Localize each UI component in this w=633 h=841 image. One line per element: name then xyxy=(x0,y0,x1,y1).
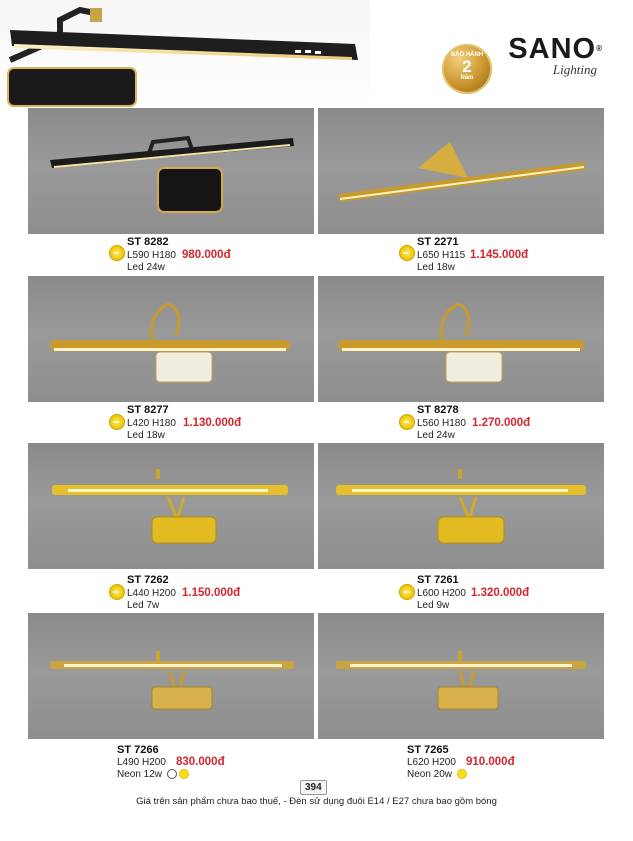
product-photo-st7261 xyxy=(318,443,604,569)
page-number: 394 xyxy=(300,780,327,795)
warranty-badge xyxy=(442,44,492,94)
warm-light-icon xyxy=(457,769,467,779)
product-code: ST 2271 xyxy=(417,236,459,248)
product-watt: Led 9w xyxy=(417,600,450,611)
product-photo-st2271 xyxy=(318,108,604,234)
product-price: 1.270.000đ xyxy=(472,417,531,429)
white-light-icon xyxy=(167,769,177,779)
brand-name: SANO xyxy=(508,33,597,65)
product-price: 1.150.000đ xyxy=(182,587,241,599)
product-watt: Led 7w xyxy=(127,600,160,611)
product-price: 1.130.000đ xyxy=(183,417,242,429)
product-photo-st7262 xyxy=(28,443,314,569)
product-code: ST 8282 xyxy=(127,236,169,248)
warranty-badge-years: 2 xyxy=(462,57,472,76)
warranty-badge-bottom: Năm xyxy=(460,75,474,81)
warranty-icon xyxy=(109,584,125,600)
product-photo-st8277 xyxy=(28,276,314,402)
warranty-badge-top: BẢO HÀNH xyxy=(450,52,484,58)
product-watt xyxy=(117,769,189,780)
product-watt-text: Neon 12w xyxy=(117,769,163,780)
warranty-icon xyxy=(109,245,125,261)
product-code: ST 8278 xyxy=(417,404,459,416)
brand-logo xyxy=(508,34,603,78)
product-dims: L650 H115 xyxy=(417,250,466,261)
product-watt: Led 24w xyxy=(127,262,165,273)
product-code: ST 7261 xyxy=(417,574,459,586)
product-photo-st7265 xyxy=(318,613,604,739)
header-lamp-image xyxy=(0,0,370,108)
product-price: 1.320.000đ xyxy=(471,587,530,599)
product-dims: L600 H200 xyxy=(417,588,466,599)
product-watt: Led 24w xyxy=(417,430,455,441)
warm-light-icon xyxy=(179,769,189,779)
product-watt-text: Neon 20w xyxy=(407,769,453,780)
product-dims: L590 H180 xyxy=(127,250,176,261)
warranty-icon xyxy=(399,414,415,430)
product-photo-st7266 xyxy=(28,613,314,739)
product-dims: L440 H200 xyxy=(127,588,176,599)
product-watt: Led 18w xyxy=(127,430,165,441)
product-code: ST 7262 xyxy=(127,574,169,586)
product-watt xyxy=(407,769,467,780)
product-code: ST 7265 xyxy=(407,744,449,756)
product-code: ST 7266 xyxy=(117,744,159,756)
warranty-icon xyxy=(399,245,415,261)
product-photo-st8282 xyxy=(28,108,314,234)
product-dims: L620 H200 xyxy=(407,757,456,768)
brand-tagline: Lighting xyxy=(552,62,597,77)
product-price: 1.145.000đ xyxy=(470,249,529,261)
product-code: ST 8277 xyxy=(127,404,169,416)
product-price: 910.000đ xyxy=(466,756,515,768)
product-dims: L490 H200 xyxy=(117,757,166,768)
product-photo-st8278 xyxy=(318,276,604,402)
product-watt: Led 18w xyxy=(417,262,455,273)
product-price: 830.000đ xyxy=(176,756,225,768)
warranty-icon xyxy=(109,414,125,430)
footnote: Giá trên sản phẩm chưa bao thuế, - Đèn sử dụng đuôi E14 / E27 chưa bao gồm bóng xyxy=(136,796,497,807)
product-dims: L420 H180 xyxy=(127,418,176,429)
warranty-icon xyxy=(399,584,415,600)
product-dims: L560 H180 xyxy=(417,418,466,429)
product-price: 980.000đ xyxy=(182,249,231,261)
registered-mark: ® xyxy=(596,44,603,53)
